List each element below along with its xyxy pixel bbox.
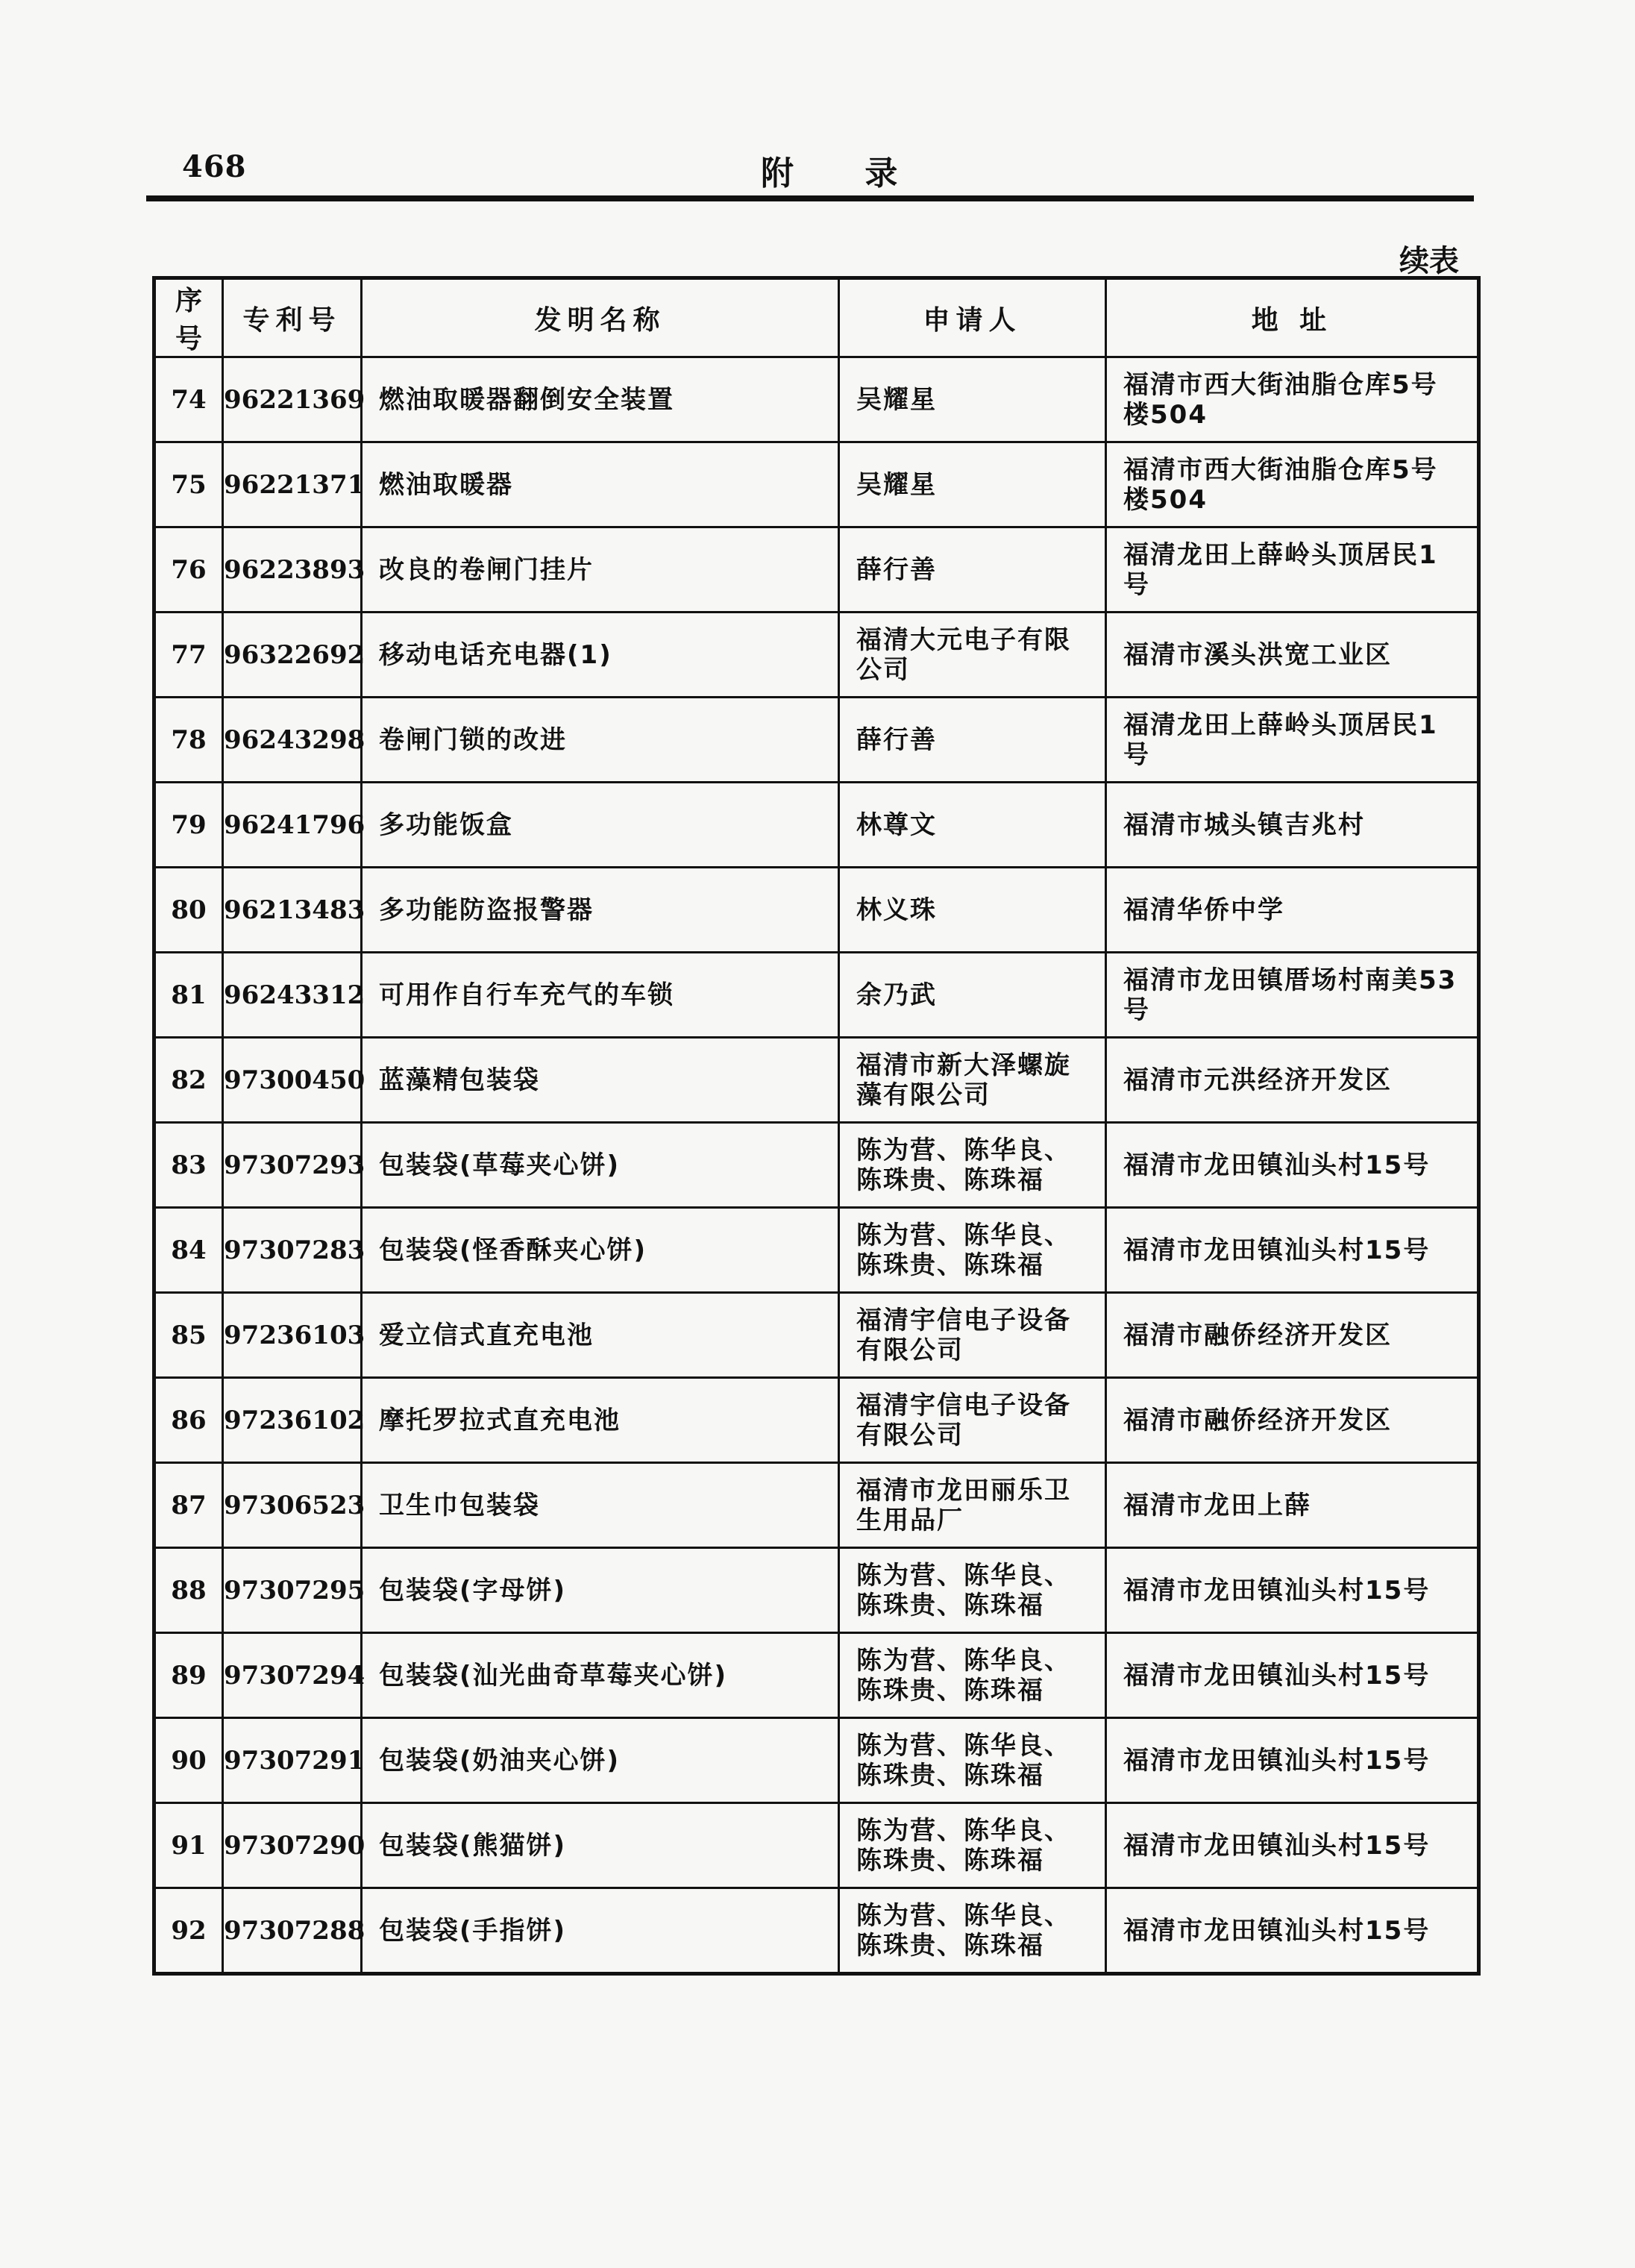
patent-number: 96213483 <box>223 868 362 953</box>
table-row <box>154 357 1479 442</box>
table-body <box>154 357 1479 1974</box>
patent-number: 96221369 <box>223 357 362 442</box>
patent-number: 97307295 <box>223 1548 362 1633</box>
applicant-name: 陈为营、陈华良、陈珠贵、陈珠福 <box>839 1888 1106 1974</box>
address: 福清市龙田镇汕头村15号 <box>1106 1123 1479 1208</box>
patent-number: 96221371 <box>223 442 362 527</box>
row-number: 85 <box>154 1293 223 1378</box>
applicant-name: 福清宇信电子设备有限公司 <box>839 1293 1106 1378</box>
applicant-name: 陈为营、陈华良、陈珠贵、陈珠福 <box>839 1208 1106 1293</box>
applicant-name: 陈为营、陈华良、陈珠贵、陈珠福 <box>839 1633 1106 1718</box>
applicant-name: 福清大元电子有限公司 <box>839 613 1106 698</box>
table-row <box>154 1038 1479 1123</box>
applicant-name: 余乃武 <box>839 953 1106 1038</box>
row-number: 91 <box>154 1803 223 1888</box>
invention-title: 包装袋(怪香酥夹心饼) <box>362 1208 839 1293</box>
row-number: 75 <box>154 442 223 527</box>
invention-title: 蓝藻精包装袋 <box>362 1038 839 1123</box>
table-row <box>154 442 1479 527</box>
patent-number: 96243298 <box>223 698 362 783</box>
address: 福清市龙田镇厝场村南美53号 <box>1106 953 1479 1038</box>
row-number: 92 <box>154 1888 223 1974</box>
applicant-name: 陈为营、陈华良、陈珠贵、陈珠福 <box>839 1123 1106 1208</box>
invention-title: 燃油取暖器翻倒安全装置 <box>362 357 839 442</box>
table-row <box>154 783 1479 868</box>
row-number: 88 <box>154 1548 223 1633</box>
address: 福清市龙田镇汕头村15号 <box>1106 1718 1479 1803</box>
row-number: 83 <box>154 1123 223 1208</box>
invention-title: 爱立信式直充电池 <box>362 1293 839 1378</box>
address: 福清市西大街油脂仓库5号楼504 <box>1106 442 1479 527</box>
patent-number: 97236103 <box>223 1293 362 1378</box>
column-header-patent-no: 专利号 <box>223 278 362 357</box>
row-number: 77 <box>154 613 223 698</box>
table-row <box>154 613 1479 698</box>
patent-number: 96241796 <box>223 783 362 868</box>
address: 福清龙田上薛岭头顶居民1号 <box>1106 698 1479 783</box>
column-header-no: 序号 <box>154 278 223 357</box>
patent-number: 96223893 <box>223 527 362 613</box>
row-number: 81 <box>154 953 223 1038</box>
invention-title: 多功能饭盒 <box>362 783 839 868</box>
patent-number: 96322692 <box>223 613 362 698</box>
address: 福清市龙田上薛 <box>1106 1463 1479 1548</box>
patent-number: 97306523 <box>223 1463 362 1548</box>
invention-title: 包装袋(汕光曲奇草莓夹心饼) <box>362 1633 839 1718</box>
address: 福清市龙田镇汕头村15号 <box>1106 1803 1479 1888</box>
address: 福清市西大街油脂仓库5号楼504 <box>1106 357 1479 442</box>
invention-title: 包装袋(手指饼) <box>362 1888 839 1974</box>
applicant-name: 林尊文 <box>839 783 1106 868</box>
table-row <box>154 1548 1479 1633</box>
table-row <box>154 1378 1479 1463</box>
address: 福清市溪头洪宽工业区 <box>1106 613 1479 698</box>
table-row <box>154 1803 1479 1888</box>
table-row <box>154 1293 1479 1378</box>
applicant-name: 林义珠 <box>839 868 1106 953</box>
applicant-name: 福清市龙田丽乐卫生用品厂 <box>839 1463 1106 1548</box>
row-number: 74 <box>154 357 223 442</box>
row-number: 76 <box>154 527 223 613</box>
patent-table <box>152 276 1481 1976</box>
table-row <box>154 1718 1479 1803</box>
patent-number: 97307291 <box>223 1718 362 1803</box>
invention-title: 卫生巾包装袋 <box>362 1463 839 1548</box>
address: 福清市龙田镇汕头村15号 <box>1106 1548 1479 1633</box>
patent-number: 97307288 <box>223 1888 362 1974</box>
applicant-name: 薛行善 <box>839 698 1106 783</box>
row-number: 78 <box>154 698 223 783</box>
table-header-row <box>154 278 1479 357</box>
invention-title: 移动电话充电器(1) <box>362 613 839 698</box>
table-row <box>154 1208 1479 1293</box>
row-number: 87 <box>154 1463 223 1548</box>
table-row <box>154 1633 1479 1718</box>
column-header-applicant: 申请人 <box>839 278 1106 357</box>
applicant-name: 福清市新大泽螺旋藻有限公司 <box>839 1038 1106 1123</box>
applicant-name: 陈为营、陈华良、陈珠贵、陈珠福 <box>839 1803 1106 1888</box>
patent-number: 97307294 <box>223 1633 362 1718</box>
running-head-title: 附 录 <box>761 154 928 192</box>
table-row <box>154 953 1479 1038</box>
invention-title: 包装袋(字母饼) <box>362 1548 839 1633</box>
address: 福清华侨中学 <box>1106 868 1479 953</box>
applicant-name: 吴耀星 <box>839 442 1106 527</box>
row-number: 90 <box>154 1718 223 1803</box>
row-number: 84 <box>154 1208 223 1293</box>
patent-number: 97307283 <box>223 1208 362 1293</box>
table-row <box>154 1123 1479 1208</box>
address: 福清市元洪经济开发区 <box>1106 1038 1479 1123</box>
patent-number: 97300450 <box>223 1038 362 1123</box>
invention-title: 改良的卷闸门挂片 <box>362 527 839 613</box>
table-row <box>154 698 1479 783</box>
row-number: 89 <box>154 1633 223 1718</box>
patent-number: 97307290 <box>223 1803 362 1888</box>
invention-title: 摩托罗拉式直充电池 <box>362 1378 839 1463</box>
address: 福清龙田上薛岭头顶居民1号 <box>1106 527 1479 613</box>
applicant-name: 福清宇信电子设备有限公司 <box>839 1378 1106 1463</box>
invention-title: 包装袋(奶油夹心饼) <box>362 1718 839 1803</box>
address: 福清市龙田镇汕头村15号 <box>1106 1633 1479 1718</box>
column-header-title: 发明名称 <box>362 278 839 357</box>
patent-number: 96243312 <box>223 953 362 1038</box>
invention-title: 可用作自行车充气的车锁 <box>362 953 839 1038</box>
table-row <box>154 1463 1479 1548</box>
table-row <box>154 1888 1479 1974</box>
applicant-name: 吴耀星 <box>839 357 1106 442</box>
continued-label: 续表 <box>1399 243 1459 278</box>
column-header-address: 地 址 <box>1106 278 1479 357</box>
patent-number: 97307293 <box>223 1123 362 1208</box>
applicant-name: 陈为营、陈华良、陈珠贵、陈珠福 <box>839 1548 1106 1633</box>
invention-title: 包装袋(熊猫饼) <box>362 1803 839 1888</box>
row-number: 82 <box>154 1038 223 1123</box>
table-row <box>154 527 1479 613</box>
address: 福清市龙田镇汕头村15号 <box>1106 1888 1479 1974</box>
address: 福清市城头镇吉兆村 <box>1106 783 1479 868</box>
applicant-name: 薛行善 <box>839 527 1106 613</box>
row-number: 80 <box>154 868 223 953</box>
address: 福清市融侨经济开发区 <box>1106 1378 1479 1463</box>
header-rule <box>146 195 1474 201</box>
patent-number: 97236102 <box>223 1378 362 1463</box>
table-row <box>154 868 1479 953</box>
page-number: 468 <box>182 149 247 184</box>
invention-title: 燃油取暖器 <box>362 442 839 527</box>
row-number: 86 <box>154 1378 223 1463</box>
invention-title: 多功能防盗报警器 <box>362 868 839 953</box>
applicant-name: 陈为营、陈华良、陈珠贵、陈珠福 <box>839 1718 1106 1803</box>
row-number: 79 <box>154 783 223 868</box>
address: 福清市龙田镇汕头村15号 <box>1106 1208 1479 1293</box>
invention-title: 包装袋(草莓夹心饼) <box>362 1123 839 1208</box>
invention-title: 卷闸门锁的改进 <box>362 698 839 783</box>
address: 福清市融侨经济开发区 <box>1106 1293 1479 1378</box>
